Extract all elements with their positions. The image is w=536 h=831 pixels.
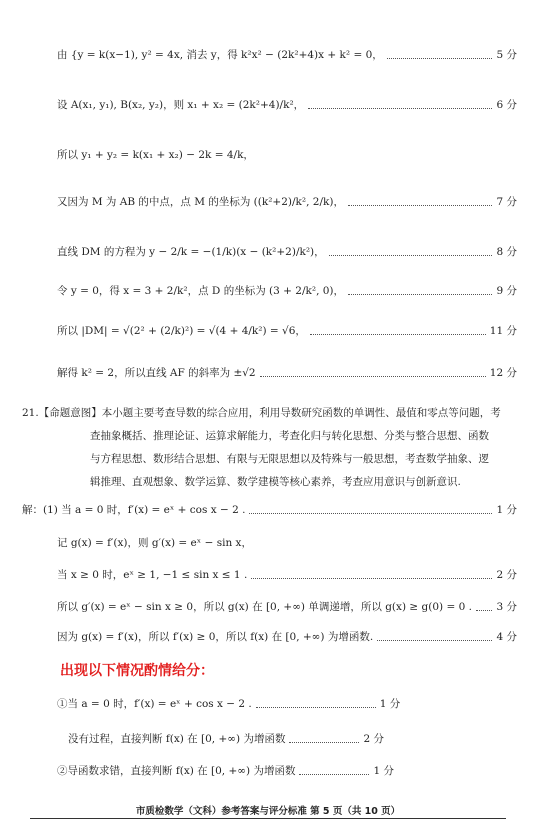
case-text: ②导函数求错，直接判断 f(x) 在 [0, +∞) 为增函数: [57, 765, 296, 777]
step-score: 12 分: [489, 367, 517, 379]
partial-credit-heading: 出现以下情况酌情给分：: [60, 663, 214, 679]
step-text: 所以 y₁ + y₂ = k(x₁ + x₂) − 2k = 4/k，: [57, 149, 254, 161]
step-text: 设 A(x₁, y₁), B(x₂, y₂)，则 x₁ + x₂ = (2k²+4)/k²，: [57, 99, 305, 111]
step-text: 所以 |DM| = √(2² + (2/k)²) = √(4 + 4/k²) = √6，: [57, 325, 306, 337]
dot-leader: [329, 255, 493, 256]
step-text: 又因为 M 为 AB 的中点，点 M 的坐标为 ((k²+2)/k², 2/k)，: [57, 196, 344, 208]
sol-step-5: [57, 630, 517, 644]
step-score: 4 分: [496, 631, 517, 643]
step-text: 令 y = 0，得 x = 3 + 2/k²，点 D 的坐标为 (3 + 2/k², 0)，: [57, 285, 345, 297]
q21-intent-line: 辑推理、直观想象、数学运算、数学建模等核心素养，考查应用意识与创新意识.: [90, 476, 461, 488]
step-score: 6 分: [496, 99, 517, 111]
dot-leader: [387, 58, 493, 59]
step-score: 5 分: [496, 49, 517, 61]
q21-intent-line: 与方程思想、数形结合思想、有限与无限思想以及特殊与一般思想，考查数学抽象、逻: [90, 453, 489, 465]
step-score: 11 分: [489, 325, 517, 337]
step-text: 当 x ≥ 0 时，eˣ ≥ 1, −1 ≤ sin x ≤ 1 .: [57, 569, 248, 581]
case-text: 没有过程，直接判断 f(x) 在 [0, +∞) 为增函数: [68, 733, 286, 745]
step-midpoint: [57, 195, 517, 209]
sol-step-3: [57, 568, 517, 582]
step-slope: [57, 366, 517, 380]
case-score: 1 分: [379, 698, 401, 710]
case-2: [57, 764, 394, 778]
dot-leader: [348, 205, 493, 206]
dot-leader: [377, 640, 492, 641]
sol-step-1: [22, 503, 517, 517]
dot-leader: [260, 376, 486, 377]
case-text: ①当 a = 0 时，f′(x) = eˣ + cos x − 2 .: [57, 698, 252, 710]
dot-leader: [249, 513, 492, 514]
dot-leader: [289, 742, 359, 743]
step-sum-y: [57, 148, 517, 162]
step-text: 所以 g′(x) = eˣ − sin x ≥ 0，所以 g(x) 在 [0, +∞) 单调递增，所以 g(x) ≥ g(0) = 0 .: [57, 601, 472, 613]
dot-leader: [251, 578, 492, 579]
dot-leader: [476, 610, 493, 611]
step-score: 3 分: [496, 601, 517, 613]
footer-rule: [30, 818, 506, 819]
case-score: 2 分: [363, 733, 384, 745]
dot-leader: [256, 707, 376, 708]
step-point-d: [57, 284, 517, 298]
dot-leader: [310, 334, 486, 335]
step-text: 解得 k² = 2，所以直线 AF 的斜率为 ±√2: [57, 367, 256, 379]
step-text: 解：(1) 当 a = 0 时，f′(x) = eˣ + cos x − 2 .: [22, 504, 246, 516]
step-text: 因为 g(x) = f′(x)，所以 f′(x) ≥ 0，所以 f(x) 在 [0, +∞) 为增函数.: [57, 631, 374, 643]
q21-intent-line: 查抽象概括、推理论证、运算求解能力，考查化归与转化思想、分类与整合思想、函数: [90, 430, 489, 442]
sol-step-4: [57, 600, 517, 614]
dot-leader: [299, 774, 369, 775]
page-footer: 市质检数学（文科）参考答案与评分标准 第 5 页（共 10 页）: [135, 806, 401, 817]
case-1: [57, 697, 400, 711]
sol-step-2: [57, 536, 517, 550]
step-score: 1 分: [496, 504, 517, 516]
case-1-note: [68, 732, 384, 746]
step-score: 9 分: [496, 285, 517, 297]
step-line-dm: [57, 245, 517, 259]
step-text: 直线 DM 的方程为 y − 2/k = −(1/k)(x − (k²+2)/k²)，: [57, 246, 325, 258]
dot-leader: [348, 294, 492, 295]
step-score: 8 分: [496, 246, 517, 258]
step-text: 由 {y = k(x−1), y² = 4x, 消去 y，得 k²x² − (2k²+4)x + k² = 0，: [57, 49, 383, 61]
step-sum-x: [57, 98, 517, 112]
step-score: 7 分: [496, 196, 517, 208]
step-length-dm: [57, 324, 517, 338]
q21-intent: [22, 402, 518, 494]
step-score: 2 分: [496, 569, 517, 581]
case-score: 1 分: [373, 765, 394, 777]
step-text: 记 g(x) = f′(x)，则 g′(x) = eˣ − sin x，: [57, 537, 252, 549]
dot-leader: [308, 108, 492, 109]
step-eliminate: [57, 48, 517, 62]
q21-intent-first: 21.【命题意图】本小题主要考查导数的综合应用，利用导数研究函数的单调性、最值和零点等问题，考: [22, 407, 501, 419]
